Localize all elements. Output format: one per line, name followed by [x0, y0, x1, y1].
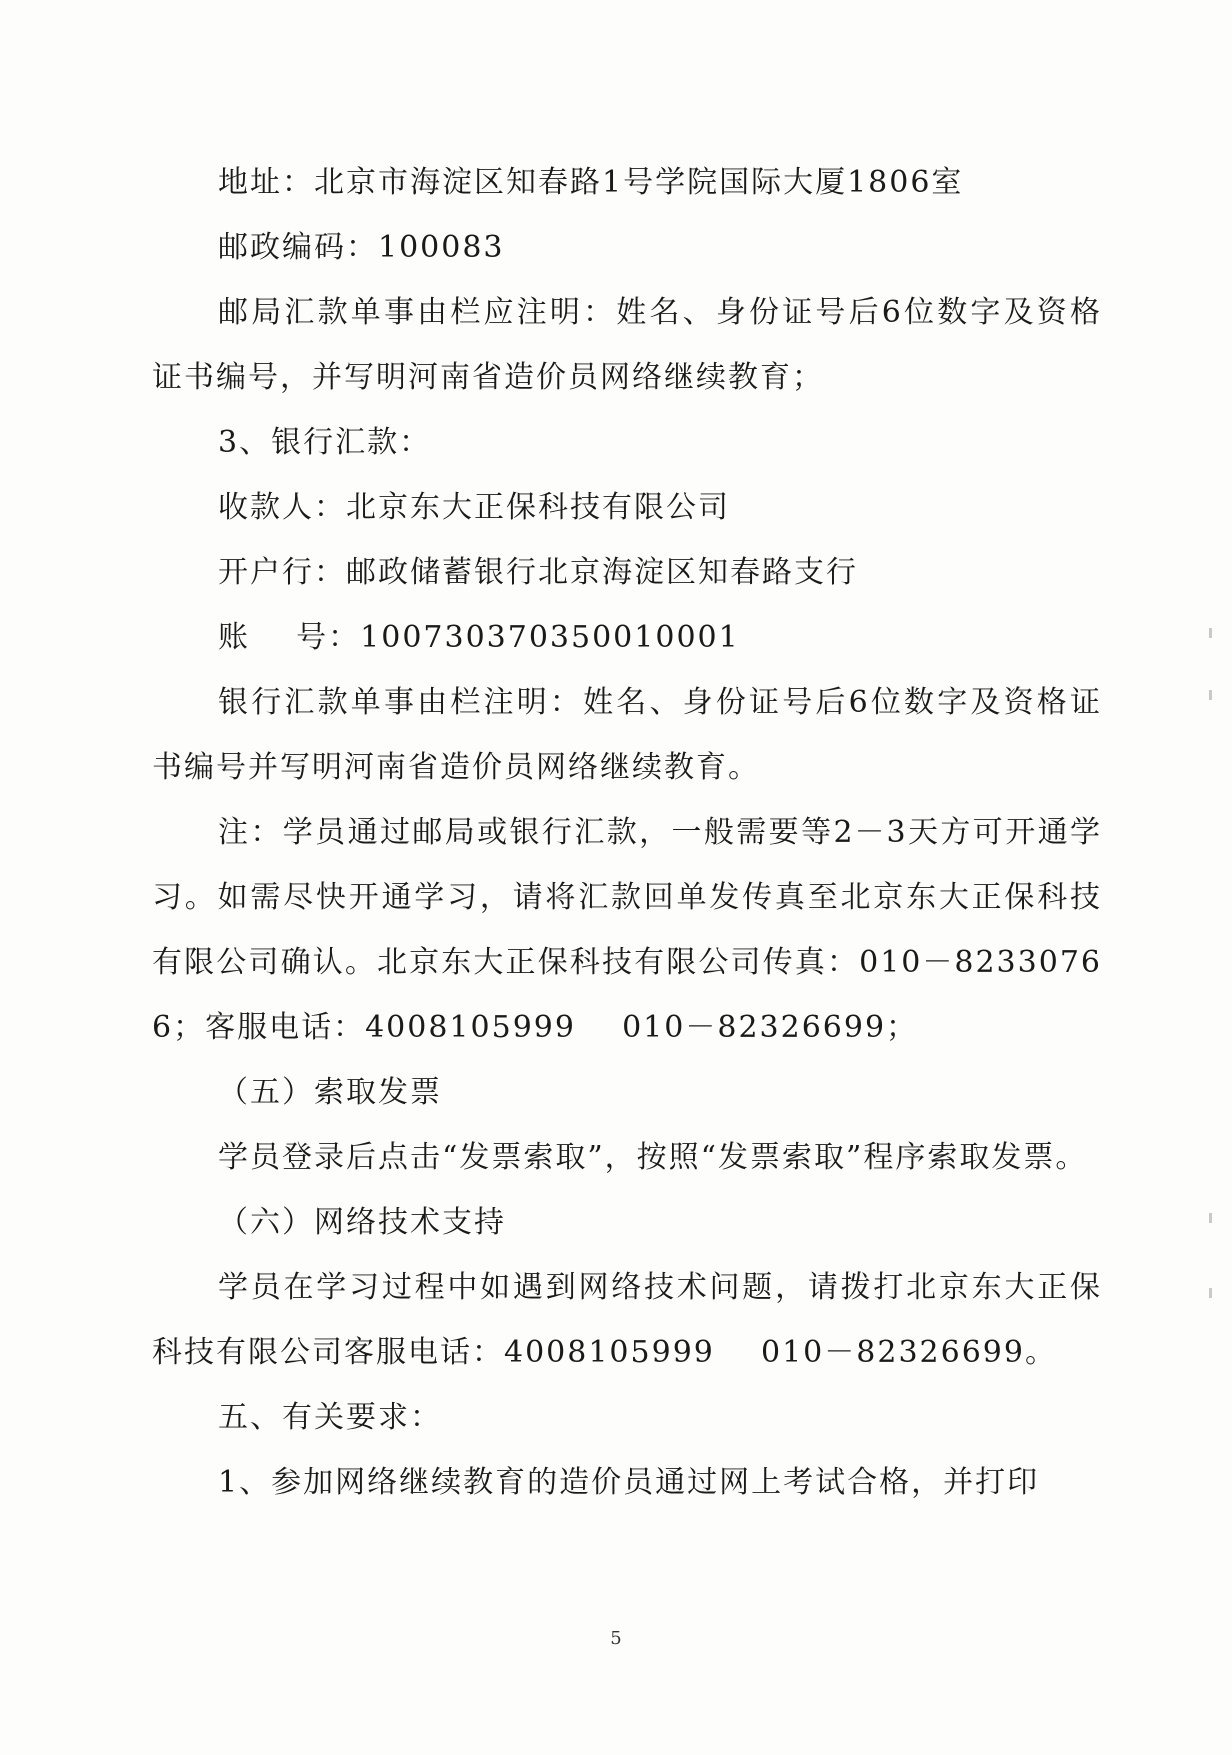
payee-line: 收款人：北京东大正保科技有限公司	[218, 490, 730, 525]
bank-remittance-heading: 3、银行汇款：	[218, 425, 432, 460]
address-line: 地址：北京市海淀区知春路1号学院国际大厦1806室	[218, 165, 964, 200]
scan-mark	[1209, 1288, 1212, 1298]
tech-support-text: 学员在学习过程中如遇到网络技术问题，请拨打北京东大正保科技有限公司客服电话：4008105999 010－82326699。	[152, 1270, 1102, 1370]
scan-mark	[1209, 690, 1212, 700]
requirements-heading: 五、有关要求：	[218, 1400, 442, 1435]
scan-mark	[1209, 628, 1212, 638]
document-body	[152, 150, 1102, 1515]
tech-support-heading: （六）网络技术支持	[218, 1205, 506, 1240]
invoice-instructions: 学员登录后点击“发票索取”，按照“发票索取”程序索取发票。	[218, 1140, 1088, 1175]
bank-remittance-note: 银行汇款单事由栏注明：姓名、身份证号后6位数字及资格证书编号并写明河南省造价员网络继续教育。	[152, 685, 1102, 785]
remittance-notice: 注：学员通过邮局或银行汇款，一般需要等2－3天方可开通学习。如需尽快开通学习，请将汇款回单发传真至北京东大正保科技有限公司确认。北京东大正保科技有限公司传真：010－82330766；客服电话：4008105999 010－82326699；	[152, 815, 1102, 1045]
scan-mark	[1209, 1213, 1212, 1223]
postal-code-line: 邮政编码：100083	[218, 230, 505, 265]
account-number-line: 账 号：100730370350010001	[218, 620, 740, 655]
invoice-section-heading: （五）索取发票	[218, 1075, 442, 1110]
requirement-item-1: 1、参加网络继续教育的造价员通过网上考试合格，并打印	[218, 1465, 1040, 1500]
bank-line: 开户行：邮政储蓄银行北京海淀区知春路支行	[218, 555, 858, 590]
post-remittance-note: 邮局汇款单事由栏应注明：姓名、身份证号后6位数字及资格证书编号，并写明河南省造价员网络继续教育；	[152, 295, 1102, 395]
page-number: 5	[610, 1628, 622, 1649]
